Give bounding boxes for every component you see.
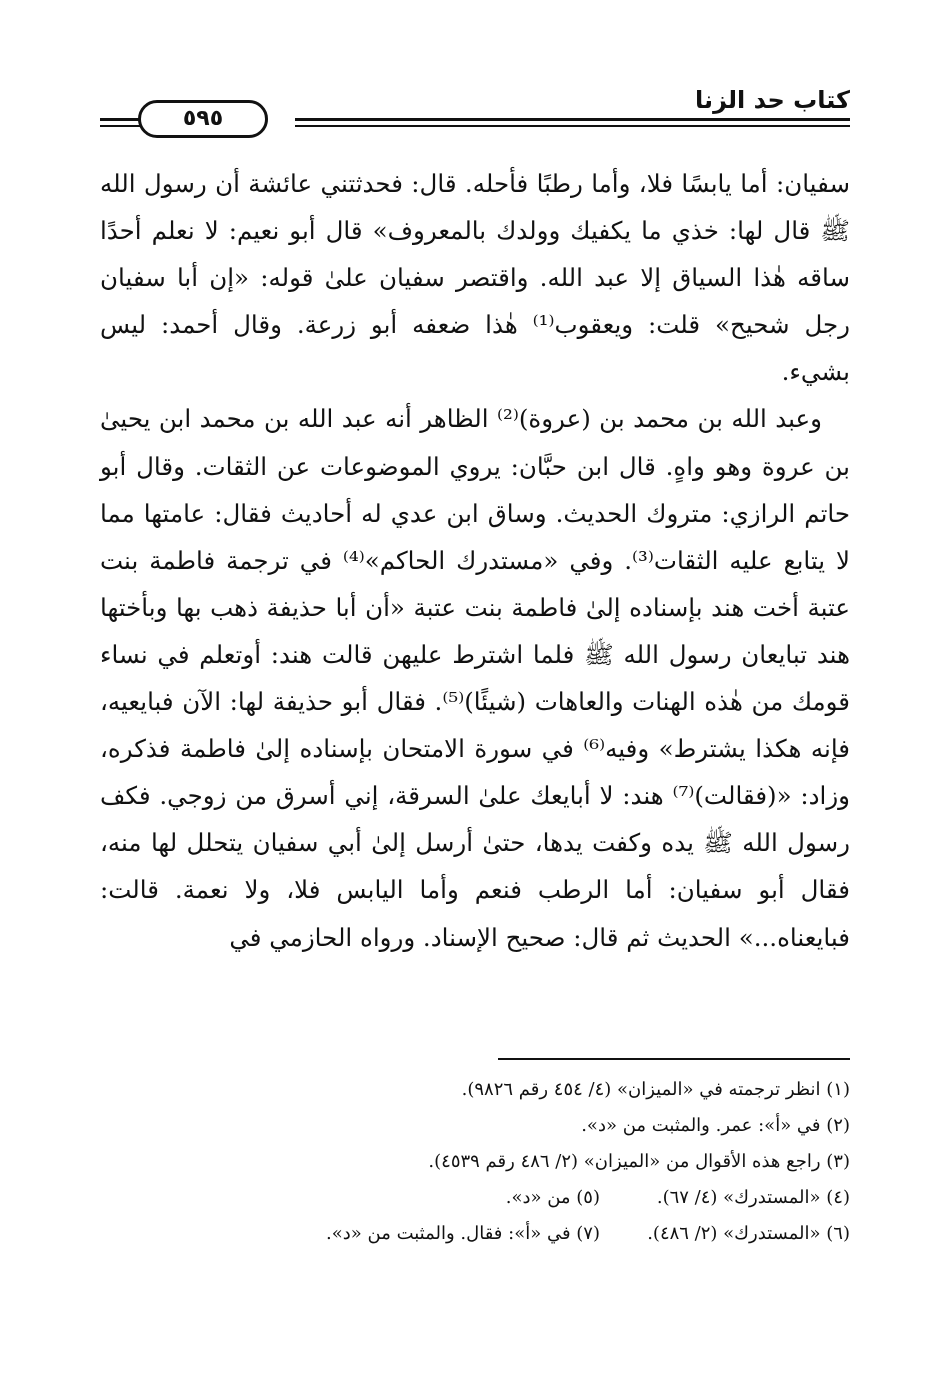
header-rule — [100, 125, 140, 127]
paragraph: وعبد الله بن محمد بن (عروة)⁽²⁾ الظاهر أنه عبد الله بن محمد ابن يحيىٰ بن عروة وهو واهٍ. قال ابن حبَّان: يروي الموضوعات عن الثقات. وقال أبو حاتم الرازي: متروك الحديث. وساق ابن عدي له أحاديث فقال: عامتها مما لا يتابع عليه الثقات⁽³⁾. وفي «مستدرك الحاكم»⁽⁴⁾ في ترجمة فاطمة بنت عتبة أخت هند بإسناده إلىٰ فاطمة بنت عتبة «أن أبا حذيفة ذهب بها وبأختها هند تبايعان رسول الله ﷺ فلما اشترط عليهن قالت هند: أوتعلم في نساء قومك من هٰذه الهنات والعاهات (شيئًا)⁽⁵⁾. فقال أبو حذيفة لها: الآن فبايعيه، فإنه هكذا يشترط» وفيه⁽⁶⁾ في سورة الامتحان بإسناده إلىٰ فاطمة فذكره، وزاد: «(فقالت)⁽⁷⁾ هند: لا أبايعك علىٰ السرقة، إني أسرق من زوجي. فكف رسول الله ﷺ يده وكفت يدها، حتىٰ أرسل إلىٰ أبي سفيان يتحلل لها منه، فقال أبو سفيان: أما الرطب فنعم وأما اليابس فلا، ولا نعمة. قالت: فبايعناه...» الحديث ثم قال: صحيح الإسناد. ورواه الحازمي في — [100, 404, 851, 952]
page-number: ٥٩٥ — [138, 100, 268, 138]
footnote: (١) انظر ترجمته في «الميزان» (٤/ ٤٥٤ رقم ٩٨٢٦). — [461, 1079, 850, 1100]
chapter-title: كتاب حد الزنا — [695, 86, 850, 114]
footnote: (٦) «المستدرك» (٢/ ٤٨٦). — [647, 1223, 850, 1244]
footnote-row — [150, 1216, 850, 1252]
footnotes — [150, 1072, 850, 1252]
footnote: (٥) من «د». — [505, 1187, 600, 1208]
header-rule — [295, 125, 850, 127]
header-rule — [100, 118, 140, 121]
running-header — [100, 82, 850, 142]
main-text — [100, 160, 850, 961]
paragraph: سفيان: أما يابسًا فلا، وأما رطبًا فأحله. قال: فحدثتني عائشة أن رسول الله ﷺ قال لها: خذي ما يكفيك وولدك بالمعروف» قال أبو نعيم: لا نعلم أحدًا ساقه هٰذا السياق إلا عبد الله. واقتصر سفيان علىٰ قوله: «إن أبا سفيان رجل شحيح» قلت: ويعقوب⁽¹⁾ هٰذا ضعفه أبو زرعة. وقال أحمد: ليس بشيء. — [100, 169, 851, 387]
header-rule — [295, 118, 850, 121]
footnote: (٣) راجع هذه الأقوال من «الميزان» (٢/ ٤٨٦ رقم ٤٥٣٩). — [428, 1151, 850, 1172]
footnote-row — [150, 1180, 850, 1216]
footnote: (٤) «المستدرك» (٤/ ٦٧). — [656, 1187, 850, 1208]
footnote: (٧) في «أ»: فقال. والمثبت من «د». — [326, 1223, 600, 1244]
footnote: (٢) في «أ»: عمر. والمثبت من «د». — [581, 1115, 850, 1136]
footnote-separator — [498, 1058, 850, 1060]
